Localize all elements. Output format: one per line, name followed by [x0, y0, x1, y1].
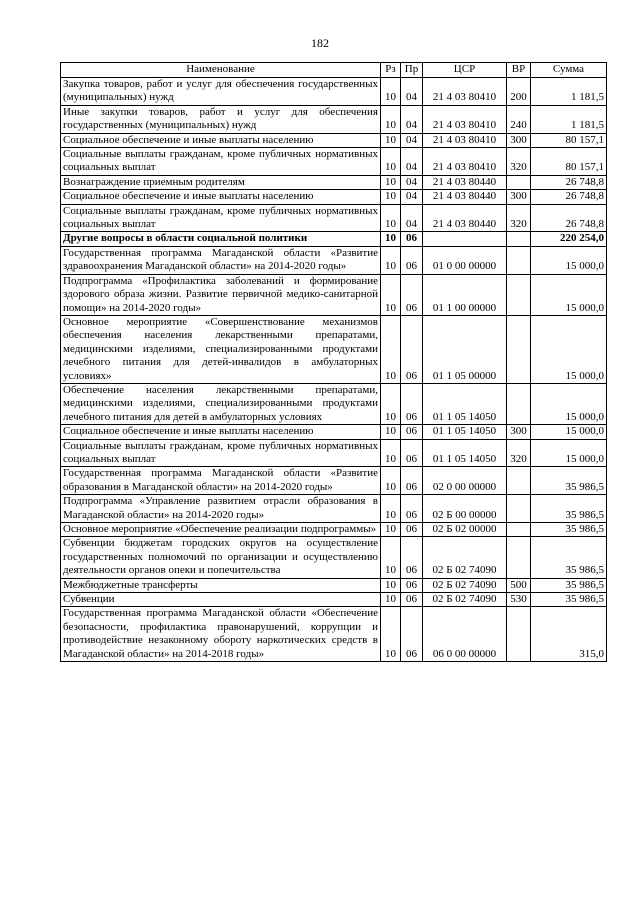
cell-sum: 15 000,0 [531, 383, 607, 424]
cell-name: Государственная программа Магаданской области «Развитие здравоохранения Магаданской области» на 2014-2020 годы» [61, 246, 381, 274]
cell-csr: 01 0 00 00000 [423, 246, 507, 274]
cell-sum: 26 748,8 [531, 190, 607, 204]
cell-pr: 06 [401, 607, 423, 662]
cell-vr [507, 607, 531, 662]
cell-pr: 04 [401, 105, 423, 133]
cell-name: Социальное обеспечение и иные выплаты населению [61, 133, 381, 147]
cell-vr [507, 383, 531, 424]
cell-rz: 10 [381, 425, 401, 439]
cell-rz: 10 [381, 175, 401, 189]
table-row [61, 425, 607, 439]
cell-sum: 35 986,5 [531, 495, 607, 523]
cell-name: Закупка товаров, работ и услуг для обеспечения государственных (муниципальных) нужд [61, 78, 381, 106]
cell-vr [507, 495, 531, 523]
table-row [61, 274, 607, 315]
table-row [61, 537, 607, 578]
cell-rz: 10 [381, 148, 401, 176]
cell-csr: 21 4 03 80410 [423, 133, 507, 147]
table-row [61, 607, 607, 662]
cell-name: Другие вопросы в области социальной политики [61, 232, 381, 246]
cell-rz: 10 [381, 578, 401, 592]
cell-rz: 10 [381, 495, 401, 523]
cell-name: Социальные выплаты гражданам, кроме публичных нормативных социальных выплат [61, 439, 381, 467]
cell-csr: 21 4 03 80410 [423, 105, 507, 133]
cell-pr: 04 [401, 133, 423, 147]
table-row [61, 523, 607, 537]
cell-pr: 06 [401, 467, 423, 495]
cell-pr: 04 [401, 204, 423, 232]
table-row [61, 133, 607, 147]
cell-vr: 530 [507, 593, 531, 607]
cell-vr: 300 [507, 133, 531, 147]
cell-rz: 10 [381, 467, 401, 495]
cell-rz: 10 [381, 607, 401, 662]
table-row [61, 190, 607, 204]
cell-csr: 01 1 05 14050 [423, 439, 507, 467]
column-header-vr: ВР [507, 63, 531, 78]
cell-rz: 10 [381, 523, 401, 537]
cell-name: Государственная программа Магаданской области «Развитие образования в Магаданской области» на 2014-2020 годы» [61, 467, 381, 495]
cell-sum: 26 748,8 [531, 204, 607, 232]
table-row [61, 315, 607, 383]
table-row [61, 578, 607, 592]
cell-rz: 10 [381, 133, 401, 147]
cell-pr: 04 [401, 78, 423, 106]
cell-rz: 10 [381, 246, 401, 274]
cell-name: Межбюджетные трансферты [61, 578, 381, 592]
cell-vr [507, 232, 531, 246]
table-row [61, 78, 607, 106]
cell-rz: 10 [381, 190, 401, 204]
cell-rz: 10 [381, 439, 401, 467]
cell-sum: 1 181,5 [531, 78, 607, 106]
cell-vr: 200 [507, 78, 531, 106]
table-row [61, 383, 607, 424]
cell-name: Социальное обеспечение и иные выплаты населению [61, 425, 381, 439]
cell-name: Государственная программа Магаданской области «Обеспечение безопасности, профилактика правонарушений, коррупции и противодействие незаконному обороту наркотических средств в Магаданской области» на 2014-2018 годы» [61, 607, 381, 662]
cell-csr: 01 1 05 00000 [423, 315, 507, 383]
cell-vr: 500 [507, 578, 531, 592]
cell-rz: 10 [381, 537, 401, 578]
cell-sum: 35 986,5 [531, 593, 607, 607]
cell-sum: 80 157,1 [531, 148, 607, 176]
cell-csr: 02 Б 00 00000 [423, 495, 507, 523]
cell-vr [507, 274, 531, 315]
cell-vr [507, 537, 531, 578]
column-header-name: Наименование [61, 63, 381, 78]
table-row [61, 467, 607, 495]
cell-vr: 320 [507, 439, 531, 467]
cell-vr [507, 175, 531, 189]
cell-sum: 26 748,8 [531, 175, 607, 189]
cell-name: Социальные выплаты гражданам, кроме публичных нормативных социальных выплат [61, 148, 381, 176]
cell-pr: 06 [401, 495, 423, 523]
cell-name: Основное мероприятие «Обеспечение реализации подпрограммы» [61, 523, 381, 537]
table-row [61, 204, 607, 232]
cell-pr: 06 [401, 315, 423, 383]
cell-name: Социальные выплаты гражданам, кроме публичных нормативных социальных выплат [61, 204, 381, 232]
cell-csr: 01 1 05 14050 [423, 383, 507, 424]
cell-csr [423, 232, 507, 246]
cell-rz: 10 [381, 204, 401, 232]
cell-csr: 02 Б 02 74090 [423, 578, 507, 592]
table-row [61, 495, 607, 523]
cell-sum: 35 986,5 [531, 467, 607, 495]
cell-pr: 04 [401, 190, 423, 204]
cell-csr: 06 0 00 00000 [423, 607, 507, 662]
cell-pr: 06 [401, 274, 423, 315]
cell-pr: 06 [401, 246, 423, 274]
cell-csr: 01 1 05 14050 [423, 425, 507, 439]
cell-name: Обеспечение населения лекарственными препаратами, медицинскими изделиями, специализированными продуктами лечебного питания для детей в амбулаторных условиях [61, 383, 381, 424]
cell-csr: 01 1 00 00000 [423, 274, 507, 315]
cell-rz: 10 [381, 274, 401, 315]
cell-vr [507, 523, 531, 537]
cell-sum: 35 986,5 [531, 537, 607, 578]
cell-vr [507, 315, 531, 383]
cell-pr: 06 [401, 383, 423, 424]
table-row [61, 246, 607, 274]
cell-vr: 240 [507, 105, 531, 133]
cell-rz: 10 [381, 232, 401, 246]
cell-csr: 02 Б 02 74090 [423, 537, 507, 578]
table-row [61, 439, 607, 467]
cell-name: Основное мероприятие «Совершенствование механизмов обеспечения населения лекарственными препаратами, медицинскими изделиями, специализированными продуктами лечебного питания для детей-инвалидов в амбулаторных условиях» [61, 315, 381, 383]
cell-vr: 300 [507, 425, 531, 439]
cell-sum: 80 157,1 [531, 133, 607, 147]
cell-pr: 06 [401, 537, 423, 578]
column-header-csr: ЦСР [423, 63, 507, 78]
cell-sum: 15 000,0 [531, 425, 607, 439]
cell-name: Подпрограмма «Управление развитием отрасли образования в Магаданской области» на 2014-2020 годы» [61, 495, 381, 523]
cell-name: Подпрограмма «Профилактика заболеваний и формирование здорового образа жизни. Развитие первичной медико-санитарной помощи» на 2014-2020 годы» [61, 274, 381, 315]
budget-table [60, 62, 607, 662]
cell-sum: 35 986,5 [531, 523, 607, 537]
cell-vr: 300 [507, 190, 531, 204]
cell-vr: 320 [507, 204, 531, 232]
cell-rz: 10 [381, 78, 401, 106]
cell-sum: 35 986,5 [531, 578, 607, 592]
cell-csr: 21 4 03 80440 [423, 204, 507, 232]
cell-name: Субвенции бюджетам городских округов на осуществление государственных полномочий по организации и осуществлению деятельности органов опеки и попечительства [61, 537, 381, 578]
cell-pr: 06 [401, 232, 423, 246]
cell-pr: 06 [401, 439, 423, 467]
cell-pr: 06 [401, 578, 423, 592]
cell-csr: 02 0 00 00000 [423, 467, 507, 495]
cell-rz: 10 [381, 105, 401, 133]
cell-csr: 02 Б 02 74090 [423, 593, 507, 607]
cell-csr: 21 4 03 80440 [423, 175, 507, 189]
cell-vr [507, 467, 531, 495]
cell-csr: 02 Б 02 00000 [423, 523, 507, 537]
cell-pr: 06 [401, 523, 423, 537]
table-row [61, 148, 607, 176]
cell-sum: 15 000,0 [531, 315, 607, 383]
cell-rz: 10 [381, 593, 401, 607]
table-header-row [61, 63, 607, 78]
cell-vr: 320 [507, 148, 531, 176]
cell-vr [507, 246, 531, 274]
cell-sum: 315,0 [531, 607, 607, 662]
cell-sum: 1 181,5 [531, 105, 607, 133]
cell-rz: 10 [381, 383, 401, 424]
column-header-sum: Сумма [531, 63, 607, 78]
table-row [61, 232, 607, 246]
cell-name: Иные закупки товаров, работ и услуг для обеспечения государственных (муниципальных) нужд [61, 105, 381, 133]
cell-sum: 15 000,0 [531, 246, 607, 274]
table-row [61, 175, 607, 189]
cell-name: Социальное обеспечение и иные выплаты населению [61, 190, 381, 204]
cell-sum: 220 254,0 [531, 232, 607, 246]
cell-csr: 21 4 03 80410 [423, 148, 507, 176]
cell-name: Субвенции [61, 593, 381, 607]
cell-sum: 15 000,0 [531, 274, 607, 315]
cell-rz: 10 [381, 315, 401, 383]
cell-name: Вознаграждение приемным родителям [61, 175, 381, 189]
cell-sum: 15 000,0 [531, 439, 607, 467]
cell-csr: 21 4 03 80440 [423, 190, 507, 204]
cell-pr: 04 [401, 148, 423, 176]
column-header-rz: Рз [381, 63, 401, 78]
cell-csr: 21 4 03 80410 [423, 78, 507, 106]
table-row [61, 593, 607, 607]
column-header-pr: Пр [401, 63, 423, 78]
table-row [61, 105, 607, 133]
cell-pr: 06 [401, 593, 423, 607]
cell-pr: 04 [401, 175, 423, 189]
page-number: 182 [311, 36, 329, 50]
cell-pr: 06 [401, 425, 423, 439]
